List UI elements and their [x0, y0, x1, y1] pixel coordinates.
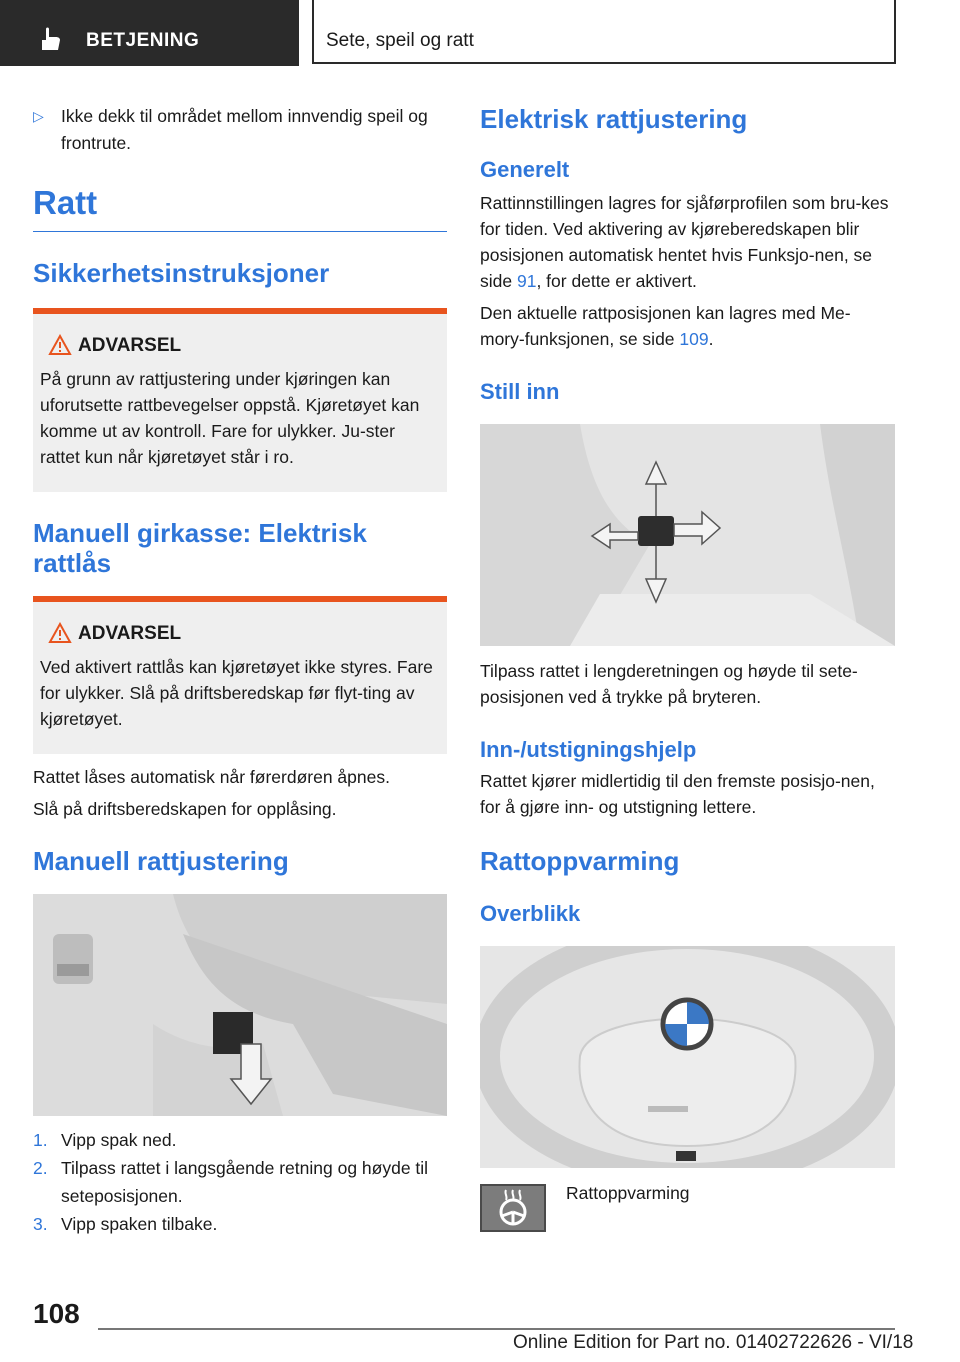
list-item: 1. Vipp spak ned. — [33, 1130, 177, 1150]
steering-wheel-illustration — [480, 946, 895, 1168]
heading-general: Generelt — [480, 157, 570, 182]
heading-heated-wheel: Rattoppvarming — [480, 846, 680, 876]
bullet-item — [33, 103, 447, 157]
paragraph: Rattinnstillingen lagres for sjåførprofilen som bru-kes for tiden. Ved aktivering av kjøreberedskapen blir posisjonen automatisk hentet hvis Funksjo-nen, se side 91, for dette er aktivert. — [480, 193, 889, 291]
heated-wheel-label: Rattoppvarming — [566, 1183, 690, 1203]
electric-switch-illustration — [480, 424, 895, 646]
photo-caption: Tilpass rattet i lengderetningen og høyde til sete-posisjonen ved å trykke på bryteren. — [480, 661, 858, 707]
warning-body: På grunn av rattjustering under kjøringen kan uforutsette rattbevegelser oppstå. Kjøretøyet kan komme ut av kontroll. Fare for ulykker. Ju-ster rattet kun når kjøretøyet står i ro. — [40, 369, 420, 467]
warning-triangle-icon — [48, 622, 72, 644]
warning-title — [40, 622, 437, 646]
warning-body: Ved aktivert rattlås kan kjøretøyet ikke styres. Fare for ulykker. Slå på driftsberedskap før flyt-ting av kjøretøyet. — [40, 657, 433, 729]
page-number: 108 — [33, 1298, 80, 1329]
warning-box — [33, 596, 447, 754]
warning-box — [33, 308, 447, 492]
footer-divider — [98, 1328, 895, 1330]
chapter-label: BETJENING — [86, 30, 200, 51]
heading-ratt: Ratt — [33, 183, 447, 232]
page-link-91[interactable]: 91 — [516, 271, 537, 291]
steering-column-illustration — [33, 894, 447, 1116]
paragraph: Rattet kjører midlertidig til den fremste posisjo-nen, for å gjøre inn- og utstigning lettere. — [480, 771, 875, 817]
chapter-tab — [0, 0, 299, 66]
heading-steering-lock: Manuell girkasse: Elektrisk rattlås — [33, 518, 367, 578]
warning-title-text: ADVARSEL — [78, 335, 182, 356]
heading-entry-aid: Inn-/utstigningshjelp — [480, 737, 697, 762]
page-header — [0, 0, 960, 66]
manual-adjust-photo — [33, 894, 447, 1116]
list-item: 3. Vipp spaken tilbake. — [33, 1214, 218, 1234]
paragraph: Slå på driftsberedskapen for opplåsing. — [33, 799, 337, 819]
heated-wheel-legend — [480, 1184, 895, 1232]
bullet-triangle-icon: ▷ — [33, 108, 44, 124]
heated-steering-wheel-icon — [480, 1184, 546, 1232]
left-column — [33, 100, 447, 1238]
heading-electric-adjust: Elektrisk rattjustering — [480, 104, 748, 134]
heading-safety: Sikkerhetsinstruksjoner — [33, 258, 330, 288]
right-column — [480, 100, 895, 1232]
warning-title — [40, 334, 437, 358]
list-item: 2. Tilpass rattet i langsgående retning og høyde til seteposisjonen. — [33, 1158, 429, 1206]
electric-switch-photo — [480, 424, 895, 646]
bullet-text: Ikke dekk til området mellom innvendig speil og frontrute. — [61, 106, 428, 153]
section-tab — [312, 0, 896, 64]
section-label: Sete, speil og ratt — [326, 30, 474, 51]
heading-set: Still inn — [480, 379, 560, 404]
footer-edition: Online Edition for Part no. 01402722626 - VI/18 — [513, 1332, 914, 1353]
paragraph: Rattet låses automatisk når førerdøren åpnes. — [33, 767, 390, 787]
warning-title-text: ADVARSEL — [78, 623, 182, 644]
steering-wheel-photo — [480, 946, 895, 1168]
heading-manual-adjust: Manuell rattjustering — [33, 846, 289, 876]
steps-list — [33, 1126, 447, 1238]
paragraph: Den aktuelle rattposisjonen kan lagres med Me-mory-funksjonen, se side 109. — [480, 303, 851, 349]
hand-pointer-icon — [36, 26, 66, 52]
heading-overview: Overblikk — [480, 901, 581, 926]
page-link-109[interactable]: 109 — [679, 329, 709, 349]
warning-triangle-icon — [48, 334, 72, 356]
